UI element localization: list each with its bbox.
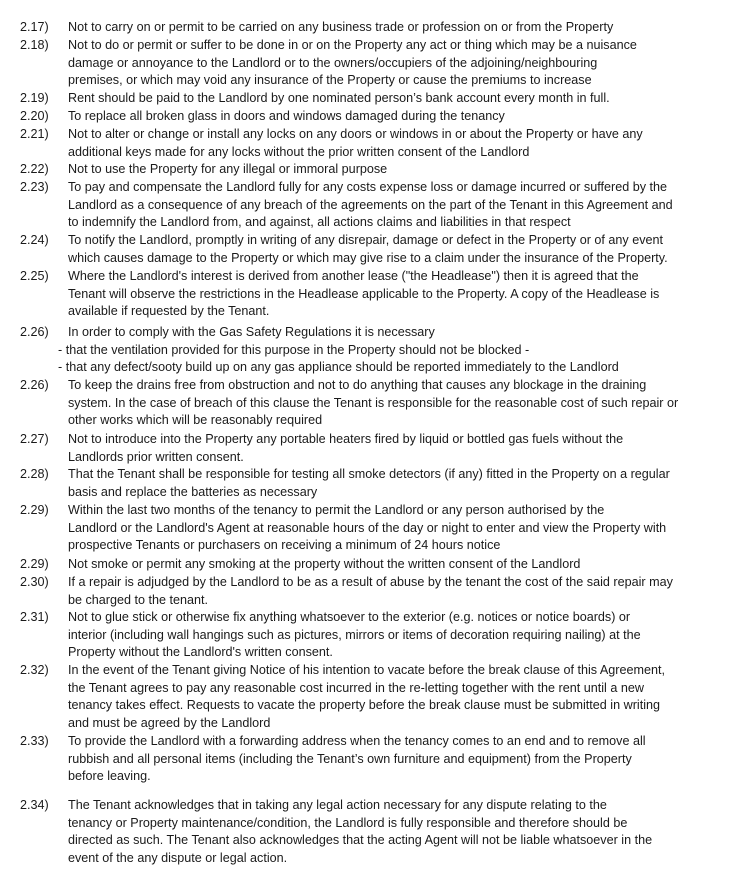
- clause-text-line: If a repair is adjudged by the Landlord to be as a result of abuse by the tenant the cost of the said repair may: [68, 575, 673, 589]
- clause-text-line: Where the Landlord's interest is derived from another lease ("the Headlease") then it is agreed that the: [68, 269, 639, 283]
- clause-text-line: To notify the Landlord, promptly in writing of any disrepair, damage or defect in the Property or of any event: [68, 233, 664, 247]
- clause-text-line: event of the any dispute or legal action.: [68, 850, 288, 865]
- clause-text-line: to indemnify the Landlord from, and against, all actions claims and liabilities in that respect: [68, 215, 571, 230]
- clause-text-line: Not to do or permit or suffer to be done in or on the Property any act or thing which may be a nuisance: [68, 38, 637, 52]
- clause-text-line: Not to carry on or permit to be carried on any business trade or profession on or from the Property: [68, 20, 614, 34]
- clause-text-line: directed as such. The Tenant also acknowledges that the acting Agent will not be liable whatsoever in the: [68, 833, 653, 848]
- clause-text-line: before leaving.: [68, 769, 151, 784]
- clause-number: 2.33): [20, 734, 49, 748]
- clause-text-line: In order to comply with the Gas Safety Regulations it is necessary: [68, 325, 435, 339]
- clause-number: 2.30): [20, 575, 49, 589]
- clause-text-line: which causes damage to the Property or which may give rise to a claim under the insurance of the Property.: [68, 250, 668, 265]
- clause-text-line: rubbish and all personal items (including the Tenant’s own furniture and equipment) from the Property: [68, 751, 632, 766]
- clause-text-line: tenancy takes effect. Requests to vacate the property before the break clause must be submitted in writing: [68, 698, 660, 713]
- clause-text-line: To replace all broken glass in doors and windows damaged during the tenancy: [68, 109, 505, 123]
- clause-number: 2.26): [20, 325, 49, 339]
- clause-text-line: other works which will be reasonably required: [68, 413, 323, 428]
- clause-text-line: In the event of the Tenant giving Notice of his intention to vacate before the break clause of this Agreement,: [68, 663, 665, 677]
- clause-text-line: damage or annoyance to the Landlord or to the owners/occupiers of the adjoining/neighbouring: [68, 55, 598, 70]
- clause-text-line: and must be agreed by the Landlord: [68, 715, 271, 730]
- clause-number: 2.32): [20, 663, 49, 677]
- clause-number: 2.29): [20, 557, 49, 571]
- clause-text-line: Not to use the Property for any illegal or immoral purpose: [68, 162, 388, 176]
- clause-text-line: To keep the drains free from obstruction and not to do anything that causes any blockage in the draining: [68, 378, 647, 392]
- clause-text-line: available if requested by the Tenant.: [68, 304, 270, 319]
- clause-number: 2.19): [20, 91, 49, 105]
- clause-text-line: interior (including wall hangings such as pictures, mirrors or items of decoration requiring nailing) at the: [68, 627, 641, 642]
- clause-number: 2.17): [20, 20, 49, 34]
- clause-number: 2.31): [20, 610, 49, 624]
- clause-text-line: system. In the case of breach of this clause the Tenant is responsible for the reasonable cost of such repair or: [68, 395, 679, 410]
- clause-text-line: Not smoke or permit any smoking at the property without the written consent of the Landlord: [68, 557, 581, 571]
- clause-text-line: be charged to the tenant.: [68, 592, 209, 607]
- clause-number: 2.28): [20, 467, 49, 481]
- clause-number: 2.20): [20, 109, 49, 123]
- clause-number: 2.29): [20, 503, 49, 517]
- clause-text-line: Not to glue stick or otherwise fix anything whatsoever to the exterior (e.g. notices or notice boards) or: [68, 610, 631, 624]
- clause-text-line: Tenant will observe the restrictions in the Headlease applicable to the Property. A copy of the Headlease is: [68, 286, 660, 301]
- clause-text-line: Landlord or the Landlord's Agent at reasonable hours of the day or night to enter and view the Property with: [68, 520, 667, 535]
- clause-text-line: basis and replace the batteries as necessary: [68, 484, 318, 499]
- clause-sub-line: - that any defect/sooty build up on any gas appliance should be reported immediately to the Landlord: [58, 360, 619, 375]
- clause-text-line: Rent should be paid to the Landlord by one nominated person’s bank account every month in full.: [68, 91, 610, 105]
- clause-text-line: additional keys made for any locks without the prior written consent of the Landlord: [68, 144, 530, 159]
- clause-number: 2.25): [20, 269, 49, 283]
- clause-text-line: Not to alter or change or install any locks on any doors or windows in or about the Property or have any: [68, 127, 643, 141]
- clause-text-line: premises, or which may void any insurance of the Property or cause the premiums to increase: [68, 73, 592, 88]
- clause-text-line: Property without the Landlord's written consent.: [68, 645, 333, 660]
- clause-text-line: Not to introduce into the Property any portable heaters fired by liquid or bottled gas fuels without the: [68, 432, 624, 446]
- clause-text-line: Landlord as a consequence of any breach of the agreements on the part of the Tenant in this Agreement and: [68, 197, 673, 212]
- clause-sub-line: - that the ventilation provided for this purpose in the Property should not be blocked -: [58, 342, 530, 357]
- clause-text-line: the Tenant agrees to pay any reasonable cost incurred in the re-letting together with the rent until a new: [68, 680, 644, 695]
- clause-number: 2.27): [20, 432, 49, 446]
- clause-text-line: The Tenant acknowledges that in taking any legal action necessary for any dispute relating to the: [68, 798, 607, 812]
- clause-text-line: Within the last two months of the tenancy to permit the Landlord or any person authorised by the: [68, 503, 605, 517]
- clause-text-line: tenancy or Property maintenance/condition, the Landlord is fully responsible and therefore should be: [68, 815, 628, 830]
- clause-number: 2.21): [20, 127, 49, 141]
- clause-number: 2.23): [20, 180, 49, 194]
- clause-text-line: prospective Tenants or purchasers on receiving a minimum of 24 hours notice: [68, 538, 501, 553]
- clause-number: 2.24): [20, 233, 49, 247]
- clause-number: 2.18): [20, 38, 49, 52]
- clause-number: 2.26): [20, 378, 49, 392]
- clause-text-line: To pay and compensate the Landlord fully for any costs expense loss or damage incurred or suffered by the: [68, 180, 668, 194]
- clause-number: 2.22): [20, 162, 49, 176]
- clause-text-line: Landlords prior written consent.: [68, 449, 244, 464]
- clause-text-line: To provide the Landlord with a forwarding address when the tenancy comes to an end and to remove all: [68, 734, 646, 748]
- clause-number: 2.34): [20, 798, 49, 812]
- clause-text-line: That the Tenant shall be responsible for testing all smoke detectors (if any) fitted in the Property on a regular: [68, 467, 670, 481]
